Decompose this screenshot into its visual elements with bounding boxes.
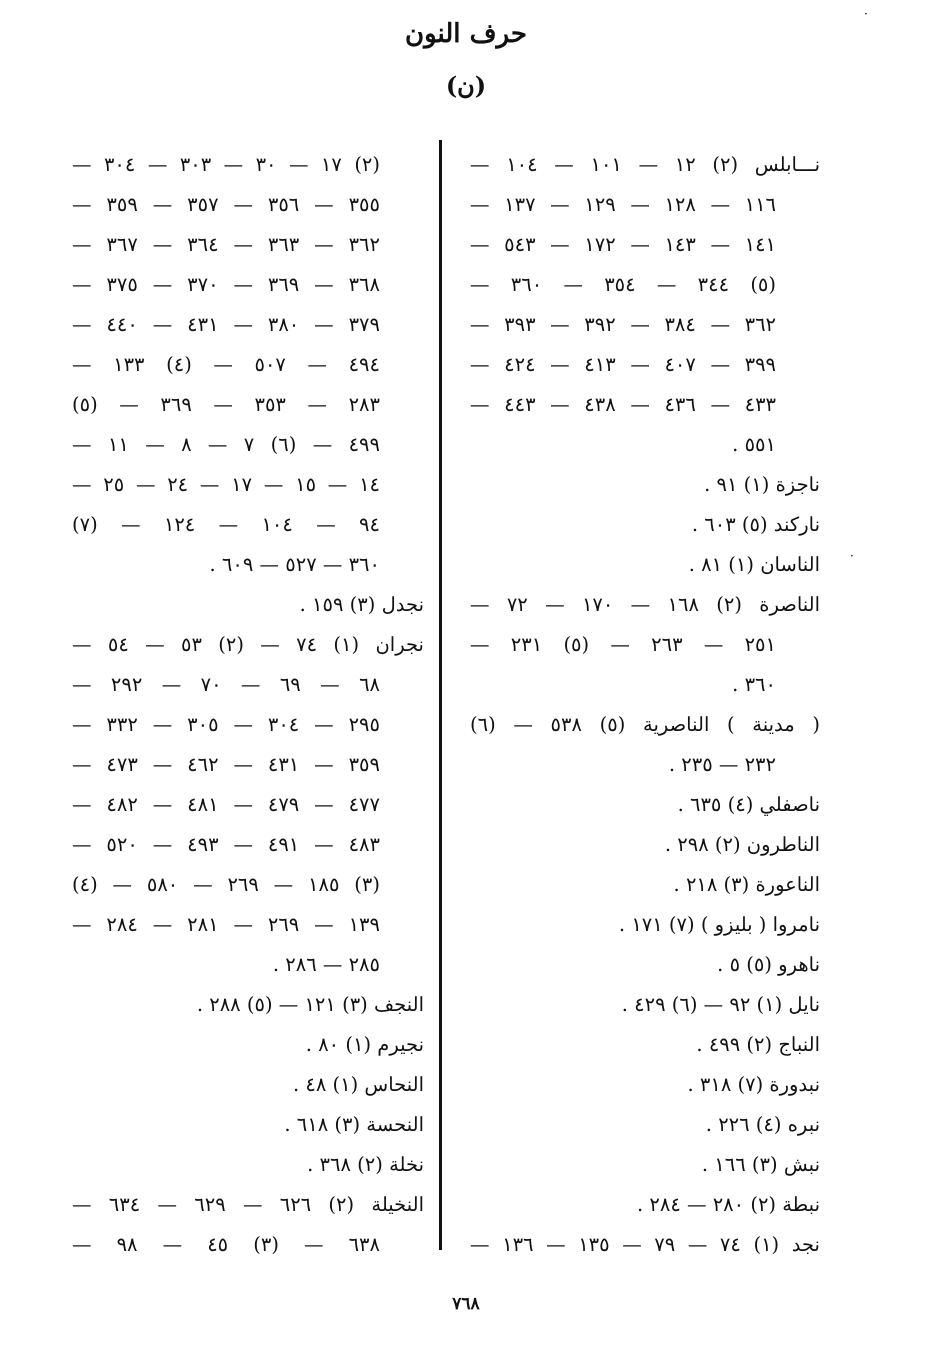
index-line: ٤٧٧ — ٤٧٩ — ٤٨١ — ٤٨٢ — (72, 793, 380, 816)
index-line: النحسة (٣) ٦١٨ . (284, 1113, 424, 1136)
index-line: النحاس (١) ٤٨ . (292, 1073, 424, 1096)
index-line: نبره (٤) ٢٢٦ . (705, 1113, 820, 1136)
index-line: ٣٦٢ — ٣٦٣ — ٣٦٤ — ٣٦٧ — (72, 233, 380, 256)
index-line: الناطرون (٢) ٢٩٨ . (664, 833, 820, 856)
page-heading: حرف النون (405, 19, 527, 49)
index-line: نبش (٣) ١٦٦ . (701, 1153, 820, 1176)
index-line: نامروا ( بليزو ) (٧) ١٧١ . (618, 913, 820, 936)
index-line: نجد (١) ٧٤ — ٧٩ — ١٣٥ — ١٣٦ — (470, 1233, 820, 1256)
index-line: نبدورة (٧) ٣١٨ . (687, 1073, 820, 1096)
right-column (470, 145, 820, 1265)
index-line: ٣٥٩ — ٤٣١ — ٤٦٢ — ٤٧٣ — (72, 753, 380, 776)
index-line: النخيلة (٢) ٦٢٦ — ٦٢٩ — ٦٣٤ — (72, 1193, 424, 1216)
index-line: ناركند (٥) ٦٠٣ . (691, 513, 820, 536)
index-line: ٤٩٩ — (٦) ٧ — ٨ — ١١ — (72, 433, 380, 456)
index-line: ١٤١ — ١٤٣ — ١٧٢ — ٥٤٣ — (470, 233, 777, 256)
index-line: نجران (١) ٧٤ — (٢) ٥٣ — ٥٤ — (72, 633, 424, 656)
index-line: ٤٣٣ — ٤٣٦ — ٤٣٨ — ٤٤٣ — (470, 393, 777, 416)
index-line: الناسان (١) ٨١ . (688, 553, 820, 576)
index-line: ٤٩٤ — ٥٠٧ — (٤) ١٣٣ — (72, 353, 380, 376)
index-line: ٦٨ — ٦٩ — ٧٠ — ٢٩٢ — (72, 673, 381, 696)
index-line: ٣٦٢ — ٣٨٤ — ٣٩٢ — ٣٩٣ — (470, 313, 777, 336)
index-line: ١٤ — ١٥ — ١٧ — ٢٤ — ٢٥ — (72, 473, 381, 496)
index-line: النباج (٢) ٤٩٩ . (696, 1033, 820, 1056)
index-line: نجدل (٣) ١٥٩ . (299, 593, 424, 616)
page-number: ٧٦٨ (452, 1294, 480, 1314)
scan-speck: · (864, 7, 868, 21)
index-line: ٢٥١ — ٢٦٣ — (٥) ٢٣١ — (470, 633, 776, 656)
index-line: ٢٩٥ — ٣٠٤ — ٣٠٥ — ٣٣٢ — (72, 713, 380, 736)
index-line: الناصرة (٢) ١٦٨ — ١٧٠ — ٧٢ — (470, 593, 820, 616)
index-line: نـــابلس (٢) ١٢ — ١٠١ — ١٠٤ — (470, 153, 820, 176)
index-line: ٣٦٨ — ٣٦٩ — ٣٧٠ — ٣٧٥ — (72, 273, 380, 296)
index-line: الناعورة (٣) ٢١٨ . (673, 873, 820, 896)
index-line: ٣٦٠ — ٥٢٧ — ٦٠٩ . (209, 553, 380, 576)
scan-speck: · (850, 549, 854, 563)
index-line: ٣٥٥ — ٣٥٦ — ٣٥٧ — ٣٥٩ — (72, 193, 380, 216)
index-line: ناجزة (١) ٩١ . (704, 473, 820, 496)
index-line: نايل (١) ٩٢ — (٦) ٤٢٩ . (621, 993, 820, 1016)
index-line: ٣٩٩ — ٤٠٧ — ٤١٣ — ٤٢٤ — (470, 353, 777, 376)
index-line: ٩٤ — ١٠٤ — ١٢٤ — (٧) (72, 513, 380, 536)
index-line: النجف (٣) ١٢١ — (٥) ٢٨٨ . (196, 993, 424, 1016)
index-line: نخلة (٢) ٣٦٨ . (307, 1153, 424, 1176)
index-line: ٤٨٣ — ٤٩١ — ٤٩٣ — ٥٢٠ — (72, 833, 380, 856)
index-line: ١٣٩ — ٢٦٩ — ٢٨١ — ٢٨٤ — (72, 913, 380, 936)
index-line: ٣٦٠ . (732, 673, 776, 696)
index-line: ١١٦ — ١٢٨ — ١٢٩ — ١٣٧ — (470, 193, 777, 216)
index-line: ناصفلي (٤) ٦٣٥ . (677, 793, 820, 816)
index-line: ٢٣٢ — ٢٣٥ . (668, 753, 776, 776)
left-column (72, 145, 424, 1265)
index-line: ٥٥١ . (732, 433, 776, 456)
index-line: (٣) ١٨٥ — ٢٦٩ — ٥٨٠ — (٤) (72, 873, 380, 896)
index-line: ناهرو (٥) ٥ . (717, 953, 820, 976)
index-line: نبطة (٢) ٢٨٠ — ٢٨٤ . (636, 1193, 820, 1216)
index-line: ( مدينة ) الناصرية (٥) ٥٣٨ — (٦) (470, 713, 820, 736)
column-divider (439, 140, 442, 1250)
index-line: (٥) ٣٤٤ — ٣٥٤ — ٣٦٠ — (470, 273, 777, 296)
index-line: ٢٨٥ — ٢٨٦ . (272, 953, 380, 976)
index-line: نجيرم (١) ٨٠ . (305, 1033, 424, 1056)
index-line: ٢٨٣ — ٣٥٣ — ٣٦٩ — (٥) (72, 393, 380, 416)
index-line: ٣٧٩ — ٣٨٠ — ٤٣١ — ٤٤٠ — (72, 313, 380, 336)
letter-subheading: (ن) (445, 71, 487, 100)
index-line: (٢) ١٧ — ٣٠ — ٣٠٣ — ٣٠٤ — (72, 153, 381, 176)
index-line: ٦٣٨ — (٣) ٤٥ — ٩٨ — (72, 1233, 380, 1256)
